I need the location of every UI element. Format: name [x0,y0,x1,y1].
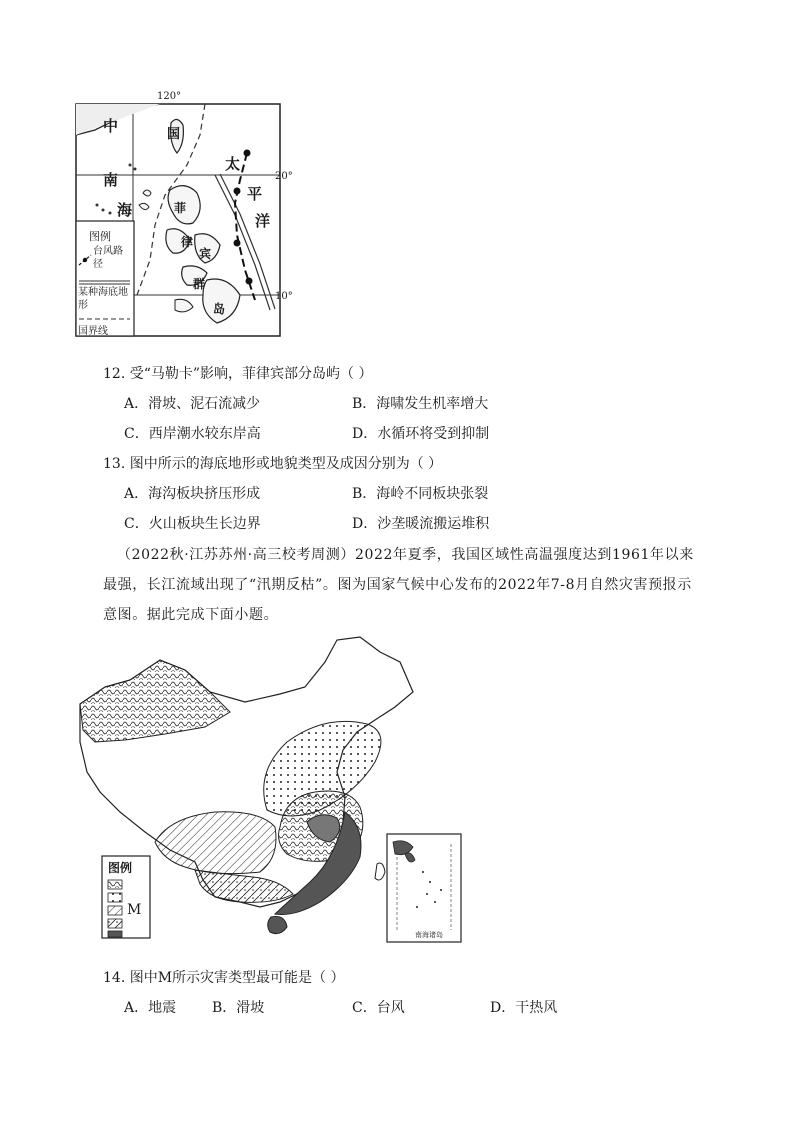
question-text: 图中M所示灾害类型最可能是（ ） [129,970,345,986]
philippines-map [75,91,293,340]
option-text: 火山板块生长边界 [148,516,261,532]
option-key: A． [124,396,149,412]
map-label-bin: 宾 [199,247,212,261]
q12-option-b[interactable] [352,394,488,414]
option-text: 水循环将受到抑制 [377,426,490,442]
option-key: A． [124,486,149,502]
question-number: 14. [103,970,126,986]
option-key: A． [124,1000,149,1016]
map-label-dao: 岛 [213,302,226,316]
map1-legend-typhoon: 台风路径 [93,246,123,270]
option-text: 滑坡、泥石流减少 [148,396,261,412]
map-label-zhong: 中 [103,117,119,135]
latitude-20-label: 20° [275,171,293,182]
q13-option-b[interactable] [352,484,488,504]
option-key: D． [352,426,378,442]
option-key: B． [352,396,377,412]
map-label-tai: 太 [225,155,241,173]
question-12-stem [103,364,372,384]
map-label-guo: 国 [167,127,181,142]
option-text: 海啸发生机率增大 [376,396,489,412]
map-label-lv: 律 [181,235,194,249]
option-key: B． [352,486,377,502]
option-key: C． [352,1000,377,1016]
option-text: 海沟板块挤压形成 [148,486,261,502]
map-label-ping: 平 [247,185,263,203]
map1-legend-trench: 某种海底地形 [78,287,128,311]
longitude-120-label: 120° [157,91,182,102]
question-text: 受“马勒卡”影响，菲律宾部分岛屿（ ） [129,366,373,382]
latitude-10-label: 10° [275,291,293,302]
option-text: 地震 [148,1000,177,1016]
option-key: C． [124,516,149,532]
map-label-hai: 海 [117,201,133,219]
map2-inset-caption: 南海诸岛 [415,931,443,939]
option-key: B． [212,1000,237,1016]
q14-option-a[interactable] [124,998,176,1018]
map-label-fei: 菲 [174,201,187,215]
map-label-yang: 洋 [255,212,271,230]
q13-option-a[interactable] [124,484,260,504]
option-text: 沙垄暖流搬运堆积 [377,516,490,532]
china-disaster-map-drawing [75,632,465,944]
option-key: C． [124,426,149,442]
option-text: 西岸潮水较东岸高 [148,426,261,442]
q14-option-d[interactable] [490,998,557,1018]
map1-legend-border: 国界线 [78,326,108,337]
question-number: 13. [103,456,126,472]
q14-option-c[interactable] [352,998,405,1018]
intro-paragraph [103,540,703,630]
china-disaster-map [75,632,465,944]
question-text: 图中所示的海底地形或地貌类型及成因分别为（ ） [129,456,443,472]
intro-text: 2022年夏季，我国区域性高温强度达到1961年以来最强，长江流域出现了“汛期反枯”。图为国家气候中心发布的2022年7-8月自然灾害预报示意图。据此完成下面小题。 [103,547,694,623]
map-label-qun: 群 [193,277,206,291]
q13-option-d[interactable] [352,514,489,534]
question-14-stem [103,968,345,988]
map2-legend-m-label: M [127,902,142,918]
intro-source: （2022秋·江苏苏州·高三校考周测） [117,547,355,563]
q12-option-c[interactable] [124,424,261,444]
option-text: 海岭不同板块张裂 [376,486,489,502]
map-label-nan: 南 [103,171,119,189]
question-13-stem [103,454,442,474]
q12-option-d[interactable] [352,424,489,444]
option-key: D． [352,516,378,532]
option-key: D． [490,1000,516,1016]
option-text: 台风 [376,1000,405,1016]
option-text: 干热风 [515,1000,558,1016]
q12-option-a[interactable] [124,394,260,414]
option-text: 滑坡 [236,1000,265,1016]
question-number: 12. [103,366,126,382]
q13-option-c[interactable] [124,514,261,534]
q14-option-b[interactable] [212,998,264,1018]
map1-legend-title: 图例 [89,230,111,243]
map2-legend-title: 图例 [108,861,133,875]
